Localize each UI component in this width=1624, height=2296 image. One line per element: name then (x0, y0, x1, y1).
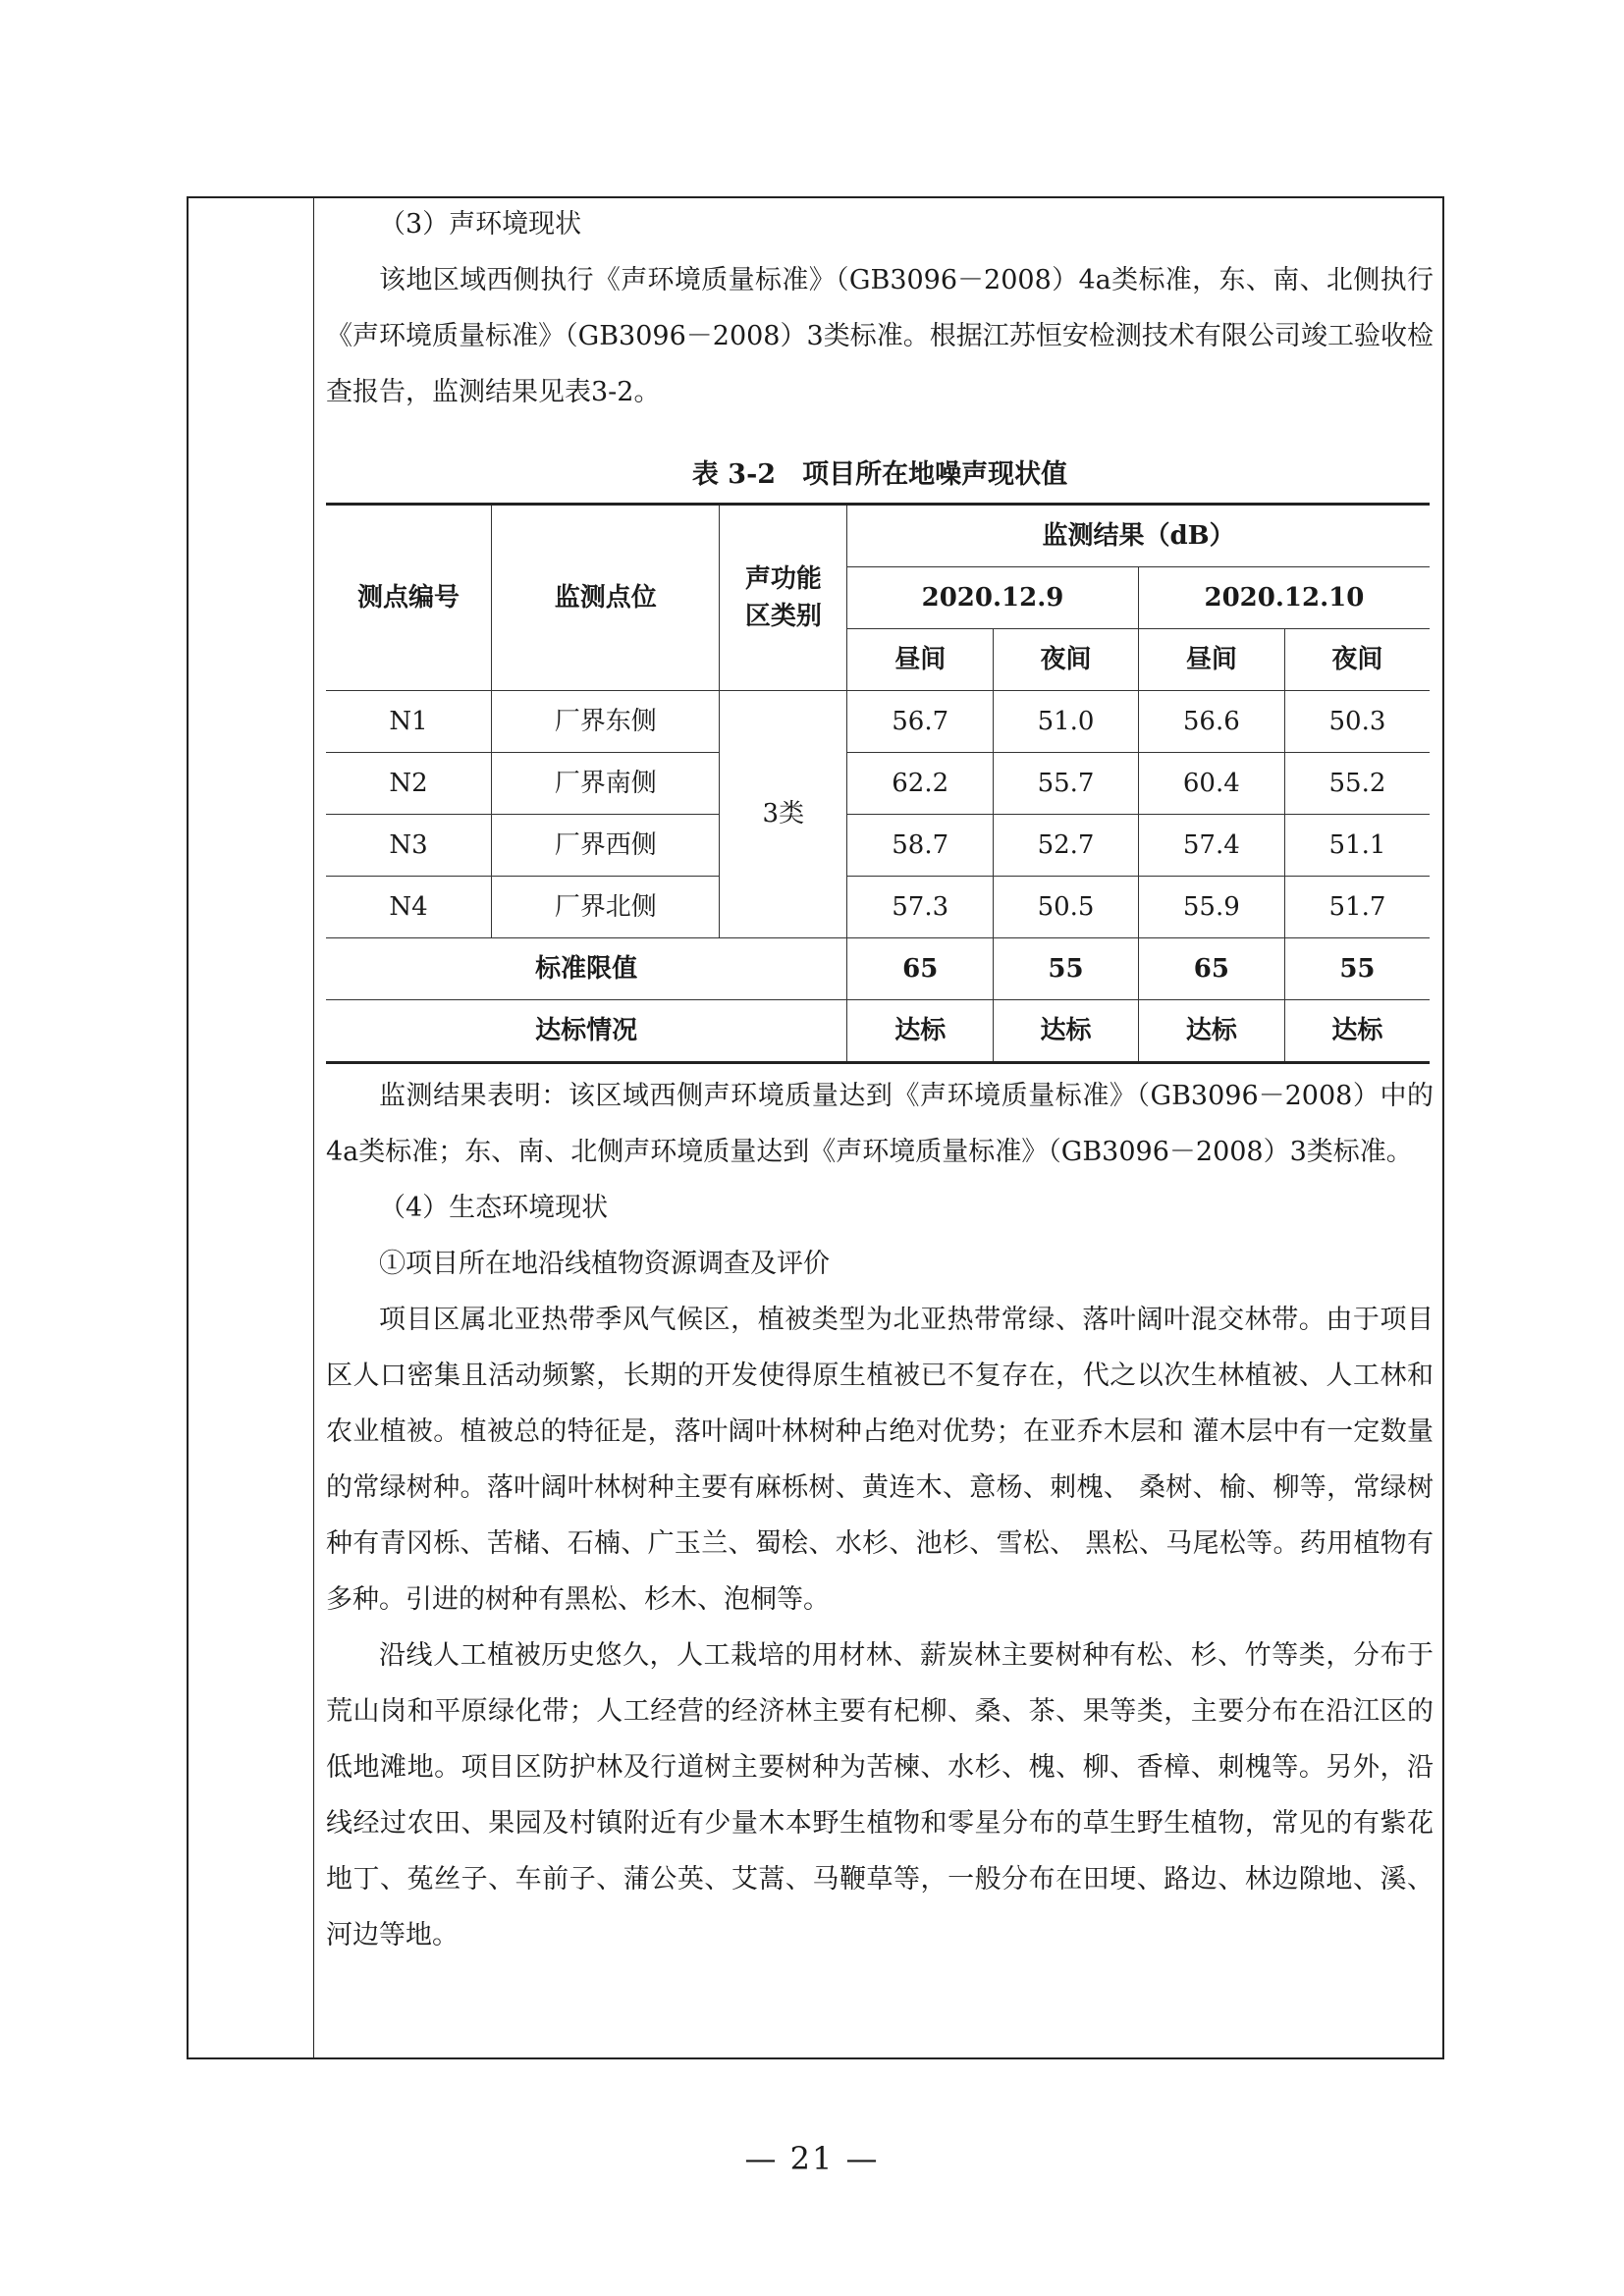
header-zone-class: 声功能区类别 (720, 505, 847, 691)
cell-value: 50.5 (994, 877, 1139, 938)
header-day: 昼间 (847, 629, 994, 691)
table-compliance-row (326, 1000, 1430, 1063)
limit-value: 55 (994, 938, 1139, 1000)
document-body (326, 196, 1434, 1963)
compliance-value: 达标 (1284, 1000, 1430, 1063)
cell-value: 56.6 (1138, 691, 1284, 753)
section4-subheading: ①项目所在地沿线植物资源调查及评价 (379, 1249, 830, 1279)
cell-value: 55.9 (1138, 877, 1284, 938)
header-night: 夜间 (1284, 629, 1430, 691)
cell-location: 厂界东侧 (491, 691, 720, 753)
section4-heading: （4）生态环境现状 (379, 1193, 609, 1223)
cell-value: 57.4 (1138, 815, 1284, 877)
limit-label: 标准限值 (326, 938, 847, 1000)
cell-value: 51.1 (1284, 815, 1430, 877)
cell-value: 55.2 (1284, 753, 1430, 815)
compliance-value: 达标 (847, 1000, 994, 1063)
section3-intro: 该地区域西侧执行《声环境质量标准》（GB3096－2008）4a类标准，东、南、北侧执行《声环境质量标准》（GB3096－2008）3类标准。根据江苏恒安检测技术有限公司竣工验收检查报告，监测结果见表3-2。 (326, 265, 1434, 407)
cell-location: 厂界南侧 (491, 753, 720, 815)
page-number: — 21 — (744, 2140, 880, 2177)
table-row (326, 815, 1430, 877)
header-results: 监测结果（dB） (847, 505, 1430, 567)
table-row (326, 753, 1430, 815)
frame-divider (313, 198, 314, 2057)
table-caption: 表 3-2 项目所在地噪声现状值 (691, 459, 1068, 490)
table-limit-row (326, 938, 1430, 1000)
table-row (326, 691, 1430, 753)
result-paragraph: 监测结果表明：该区域西侧声环境质量达到《声环境质量标准》（GB3096－2008）中的4a类标准；东、南、北侧声环境质量达到《声环境质量标准》（GB3096－2008）3类标准。 (326, 1081, 1434, 1167)
limit-value: 55 (1284, 938, 1430, 1000)
compliance-value: 达标 (994, 1000, 1139, 1063)
section3-heading: （3）声环境现状 (379, 209, 582, 240)
cell-value: 62.2 (847, 753, 994, 815)
table-row (326, 877, 1430, 938)
cell-point-id: N3 (326, 815, 491, 877)
cell-value: 60.4 (1138, 753, 1284, 815)
cell-point-id: N1 (326, 691, 491, 753)
artificial-vegetation-paragraph: 沿线人工植被历史悠久，人工栽培的用材林、薪炭林主要树种有松、杉、竹等类，分布于荒山岗和平原绿化带；人工经营的经济林主要有杞柳、桑、茶、果等类，主要分布在沿江区的低地滩地。项目区防护林及行道树主要树种为苦楝、水杉、槐、柳、香樟、刺槐等。另外，沿线经过农田、果园及村镇附近有少量木本野生植物和零星分布的草生野生植物，常见的有紫花地丁、菟丝子、车前子、蒲公英、艾蒿、马鞭草等，一般分布在田埂、路边、林边隙地、溪、河边等地。 (326, 1640, 1434, 1950)
cell-point-id: N4 (326, 877, 491, 938)
cell-location: 厂界北侧 (491, 877, 720, 938)
cell-value: 52.7 (994, 815, 1139, 877)
header-day: 昼间 (1138, 629, 1284, 691)
header-date2: 2020.12.10 (1138, 567, 1430, 629)
cell-point-id: N2 (326, 753, 491, 815)
cell-value: 51.0 (994, 691, 1139, 753)
cell-value: 58.7 (847, 815, 994, 877)
limit-value: 65 (847, 938, 994, 1000)
header-location: 监测点位 (491, 505, 720, 691)
cell-location: 厂界西侧 (491, 815, 720, 877)
limit-value: 65 (1138, 938, 1284, 1000)
cell-value: 50.3 (1284, 691, 1430, 753)
header-night: 夜间 (994, 629, 1139, 691)
noise-table (326, 503, 1430, 1064)
cell-zone-class: 3类 (720, 691, 847, 938)
cell-value: 55.7 (994, 753, 1139, 815)
header-point-id: 测点编号 (326, 505, 491, 691)
cell-value: 57.3 (847, 877, 994, 938)
vegetation-paragraph: 项目区属北亚热带季风气候区，植被类型为北亚热带常绿、落叶阔叶混交林带。由于项目区人口密集且活动频繁，长期的开发使得原生植被已不复存在，代之以次生林植被、人工林和农业植被。植被总的特征是，落叶阔叶林树种占绝对优势；在亚乔木层和 灌木层中有一定数量的常绿树种。落叶阔叶林树种主要有麻栎树、黄连木、意杨、刺槐、 桑树、榆、柳等，常绿树种有青冈栎、苦槠、石楠、广玉兰、蜀桧、水杉、池杉、雪松、 黑松、马尾松等。药用植物有多种。引进的树种有黑松、杉木、泡桐等。 (326, 1305, 1434, 1615)
compliance-label: 达标情况 (326, 1000, 847, 1063)
table-header-row (326, 505, 1430, 567)
header-date1: 2020.12.9 (847, 567, 1139, 629)
cell-value: 51.7 (1284, 877, 1430, 938)
compliance-value: 达标 (1138, 1000, 1284, 1063)
cell-value: 56.7 (847, 691, 994, 753)
